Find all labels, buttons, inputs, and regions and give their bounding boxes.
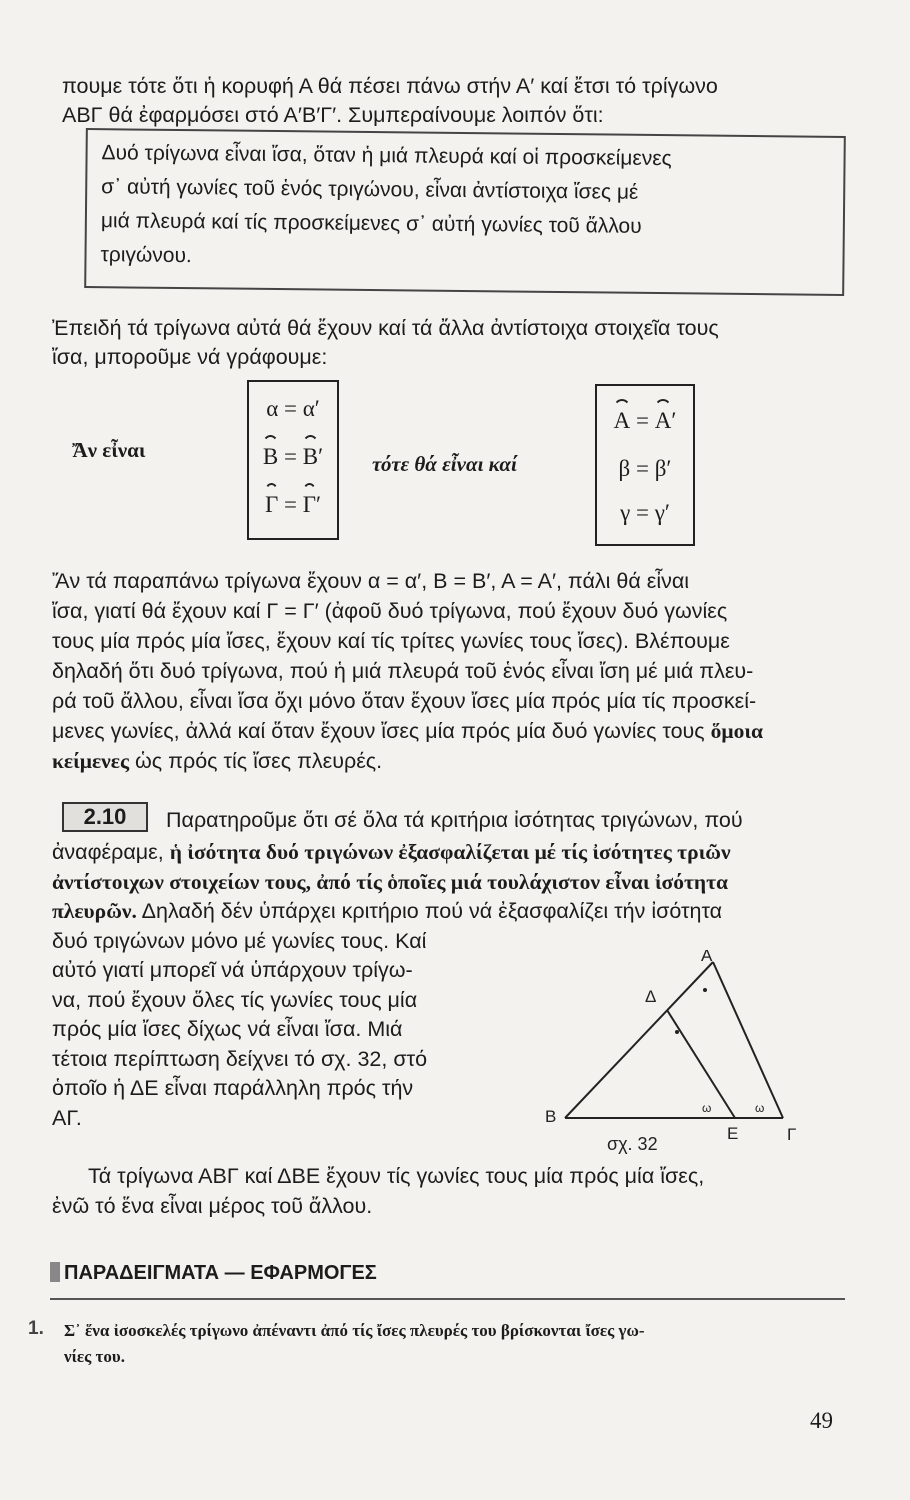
text-line: μενες γωνίες, ἀλλά καί ὅταν ἔχουν ἴσες μία πρός μία δυό γωνίες τους ὅμοια: [52, 719, 764, 743]
side-ag: [713, 962, 783, 1118]
equality-side-b: β = β′: [618, 456, 672, 481]
angle-mark-omega-2: ω: [755, 1101, 765, 1115]
label-a: Α: [701, 950, 713, 965]
text-line: κείμενες ὡς πρός τίς ἴσες πλευρές.: [52, 749, 383, 773]
text-line: τέτοια περίπτωση δείχνει τό σχ. 32, στό: [52, 1046, 428, 1071]
figure-32: [535, 950, 825, 1160]
example-1-text: [64, 1318, 645, 1370]
text-line: ὁποῖο ἡ ΔΕ εἶναι παράλληλη πρός τήν: [52, 1076, 414, 1100]
figure-caption: σχ. 32: [607, 1134, 658, 1154]
text-line: Ἐπειδή τά τρίγωνα αὐτά θά ἔχουν καί τά ἄλλα ἀντίστοιχα στοιχεῖα τους: [52, 316, 719, 340]
text-line: αὐτό γιατί μπορεῖ νά ὑπάρχουν τρίγω-: [52, 958, 413, 982]
theorem-box: [84, 128, 846, 296]
text-line: ἐνῶ τό ἕνα εἶναι μέρος τοῦ ἄλλου.: [52, 1194, 373, 1218]
equality-side: α = α′: [266, 396, 320, 421]
text-line: δηλαδή ὅτι δυό τρίγωνα, πού ἡ μιά πλευρά τοῦ ἑνός εἶναι ἴση μέ μιά πλευ-: [52, 659, 754, 683]
text-line: Σ᾽ ἕνα ἰσοσκελές τρίγωνο ἀπέναντι ἀπό τίς ἴσες πλευρές του βρίσκονται ἴσες γω-: [64, 1321, 645, 1340]
theorem-line: μιά πλευρά καί τίς προσκείμενες σ᾽ αὐτή γωνίες τοῦ ἄλλου: [100, 209, 642, 238]
angle-mark-dot-1: [703, 988, 707, 992]
closing-paragraph: [88, 1162, 704, 1191]
result-equalities-box: [595, 384, 695, 546]
text-line: ἀναφέραμε, ἡ ἰσότητα δυό τριγώνων ἐξασφαλίζεται μέ τίς ἰσότητες τριῶν: [52, 840, 731, 864]
since-paragraph: [52, 314, 719, 372]
equality-angle-b: Β = Β′: [262, 444, 324, 469]
then-label: τότε θά εἶναι καί: [372, 452, 517, 476]
theorem-line: Δυό τρίγωνα εἶναι ἴσα, ὅταν ἡ μιά πλευρά καί οἱ προσκείμενες: [101, 141, 672, 171]
examples-heading: ΠΑΡΑΔΕΙΓΜΑΤΑ — ΕΦΑΡΜΟΓΕΣ: [50, 1262, 377, 1285]
text-line: ἴσα, μποροῦμε νά γράφουμε:: [52, 345, 328, 369]
example-number: 1.: [28, 1318, 44, 1339]
text-line: ΑΓ.: [52, 1105, 82, 1130]
text-line: ἴσα, γιατί θά ἔχουν καί Γ = Γ′ (ἀφοῦ δυό τρίγωνα, πού ἔχουν δυό γωνίες: [52, 599, 728, 623]
text-line: πρός μία ἴσες δίχως νά εἶναι ἴσα. Μιά: [52, 1017, 403, 1041]
equality-angle-g: Γ = Γ′: [264, 492, 322, 517]
bold-term: ὅμοια: [710, 719, 764, 743]
closing-paragraph-2: [52, 1192, 372, 1221]
text-line: πλευρῶν. Δηλαδή δέν ὑπάρχει κριτήριο πού νά ἐξασφαλίζει τήν ἰσότητα: [52, 899, 723, 923]
angle-mark-dot-2: [675, 1030, 679, 1034]
page-number: 49: [810, 1408, 833, 1433]
text-line: Ἄν τά παραπάνω τρίγωνα ἔχουν α = α′, Β = Β′, Α = Α′, πάλι θά εἶναι: [52, 569, 690, 593]
given-equalities-box: [247, 380, 339, 540]
equality-angle-a: Α = Α′: [613, 408, 677, 433]
label-g: Γ: [787, 1125, 797, 1144]
text-line: πουμε τότε ὅτι ἡ κορυφή Α θά πέσει πάνω στήν Α′ καί ἔτσι τό τρίγωνο: [62, 74, 718, 98]
text-line: ρά τοῦ ἄλλου, εἶναι ἴσα ὄχι μόνο ὅταν ἔχουν ἴσες μία πρός μία τίς προσκεί-: [52, 689, 757, 713]
if-label: Ἄν εἶναι: [72, 438, 146, 462]
text-line: τους μία πρός μία ἴσες, ἔχουν καί τίς τρίτες γωνίες τους ἴσες). Βλέπουμε: [52, 629, 730, 653]
text-line: Τά τρίγωνα ΑΒΓ καί ΔΒΕ ἔχουν τίς γωνίες τους μία πρός μία ἴσες,: [88, 1164, 705, 1188]
angle-mark-omega-1: ω: [702, 1101, 712, 1115]
equality-side-g: γ = γ′: [620, 500, 670, 525]
text-line: δυό τριγώνων μόνο μέ γωνίες τους. Καί: [52, 928, 427, 953]
text-line: ΑΒΓ θά ἐφαρμόσει στό Α′Β′Γ′. Συμπεραίνουμε λοιπόν ὅτι:: [62, 103, 604, 127]
text-line: νίες του.: [64, 1347, 125, 1366]
label-b: Β: [545, 1107, 557, 1126]
side-ab: [565, 962, 713, 1118]
section-first-line: Παρατηροῦμε ὅτι σέ ὅλα τά κριτήρια ἰσότητας τριγώνων, πού: [166, 808, 743, 832]
theorem-line: σ᾽ αὐτή γωνίες τοῦ ἑνός τριγώνου, εἶναι ἀντίστοιχα ἴσες μέ: [101, 175, 639, 204]
section-number: 2.10: [62, 802, 148, 832]
text-line: ἀντίστοιχων στοιχείων τους, ἀπό τίς ὁποῖες μιά τουλάχιστον εἶναι ἰσότητα: [52, 869, 729, 894]
segment-de: [667, 1010, 735, 1118]
heading-rule: [50, 1298, 845, 1300]
bold-term: κείμενες: [52, 749, 130, 773]
theorem-line: τριγώνου.: [100, 243, 192, 268]
label-d: Δ: [645, 987, 657, 1006]
paragraph-2: [52, 566, 763, 776]
label-e: Ε: [727, 1124, 739, 1143]
intro-paragraph: [62, 72, 718, 130]
heading-marker: [50, 1262, 60, 1282]
text-line: να, πού ἔχουν ὅλες τίς γωνίες τους μία: [52, 987, 418, 1012]
bold-statement: ἡ ἰσότητα δυό τριγώνων ἐξασφαλίζεται μέ τίς ἰσότητες τριῶν: [169, 840, 731, 864]
